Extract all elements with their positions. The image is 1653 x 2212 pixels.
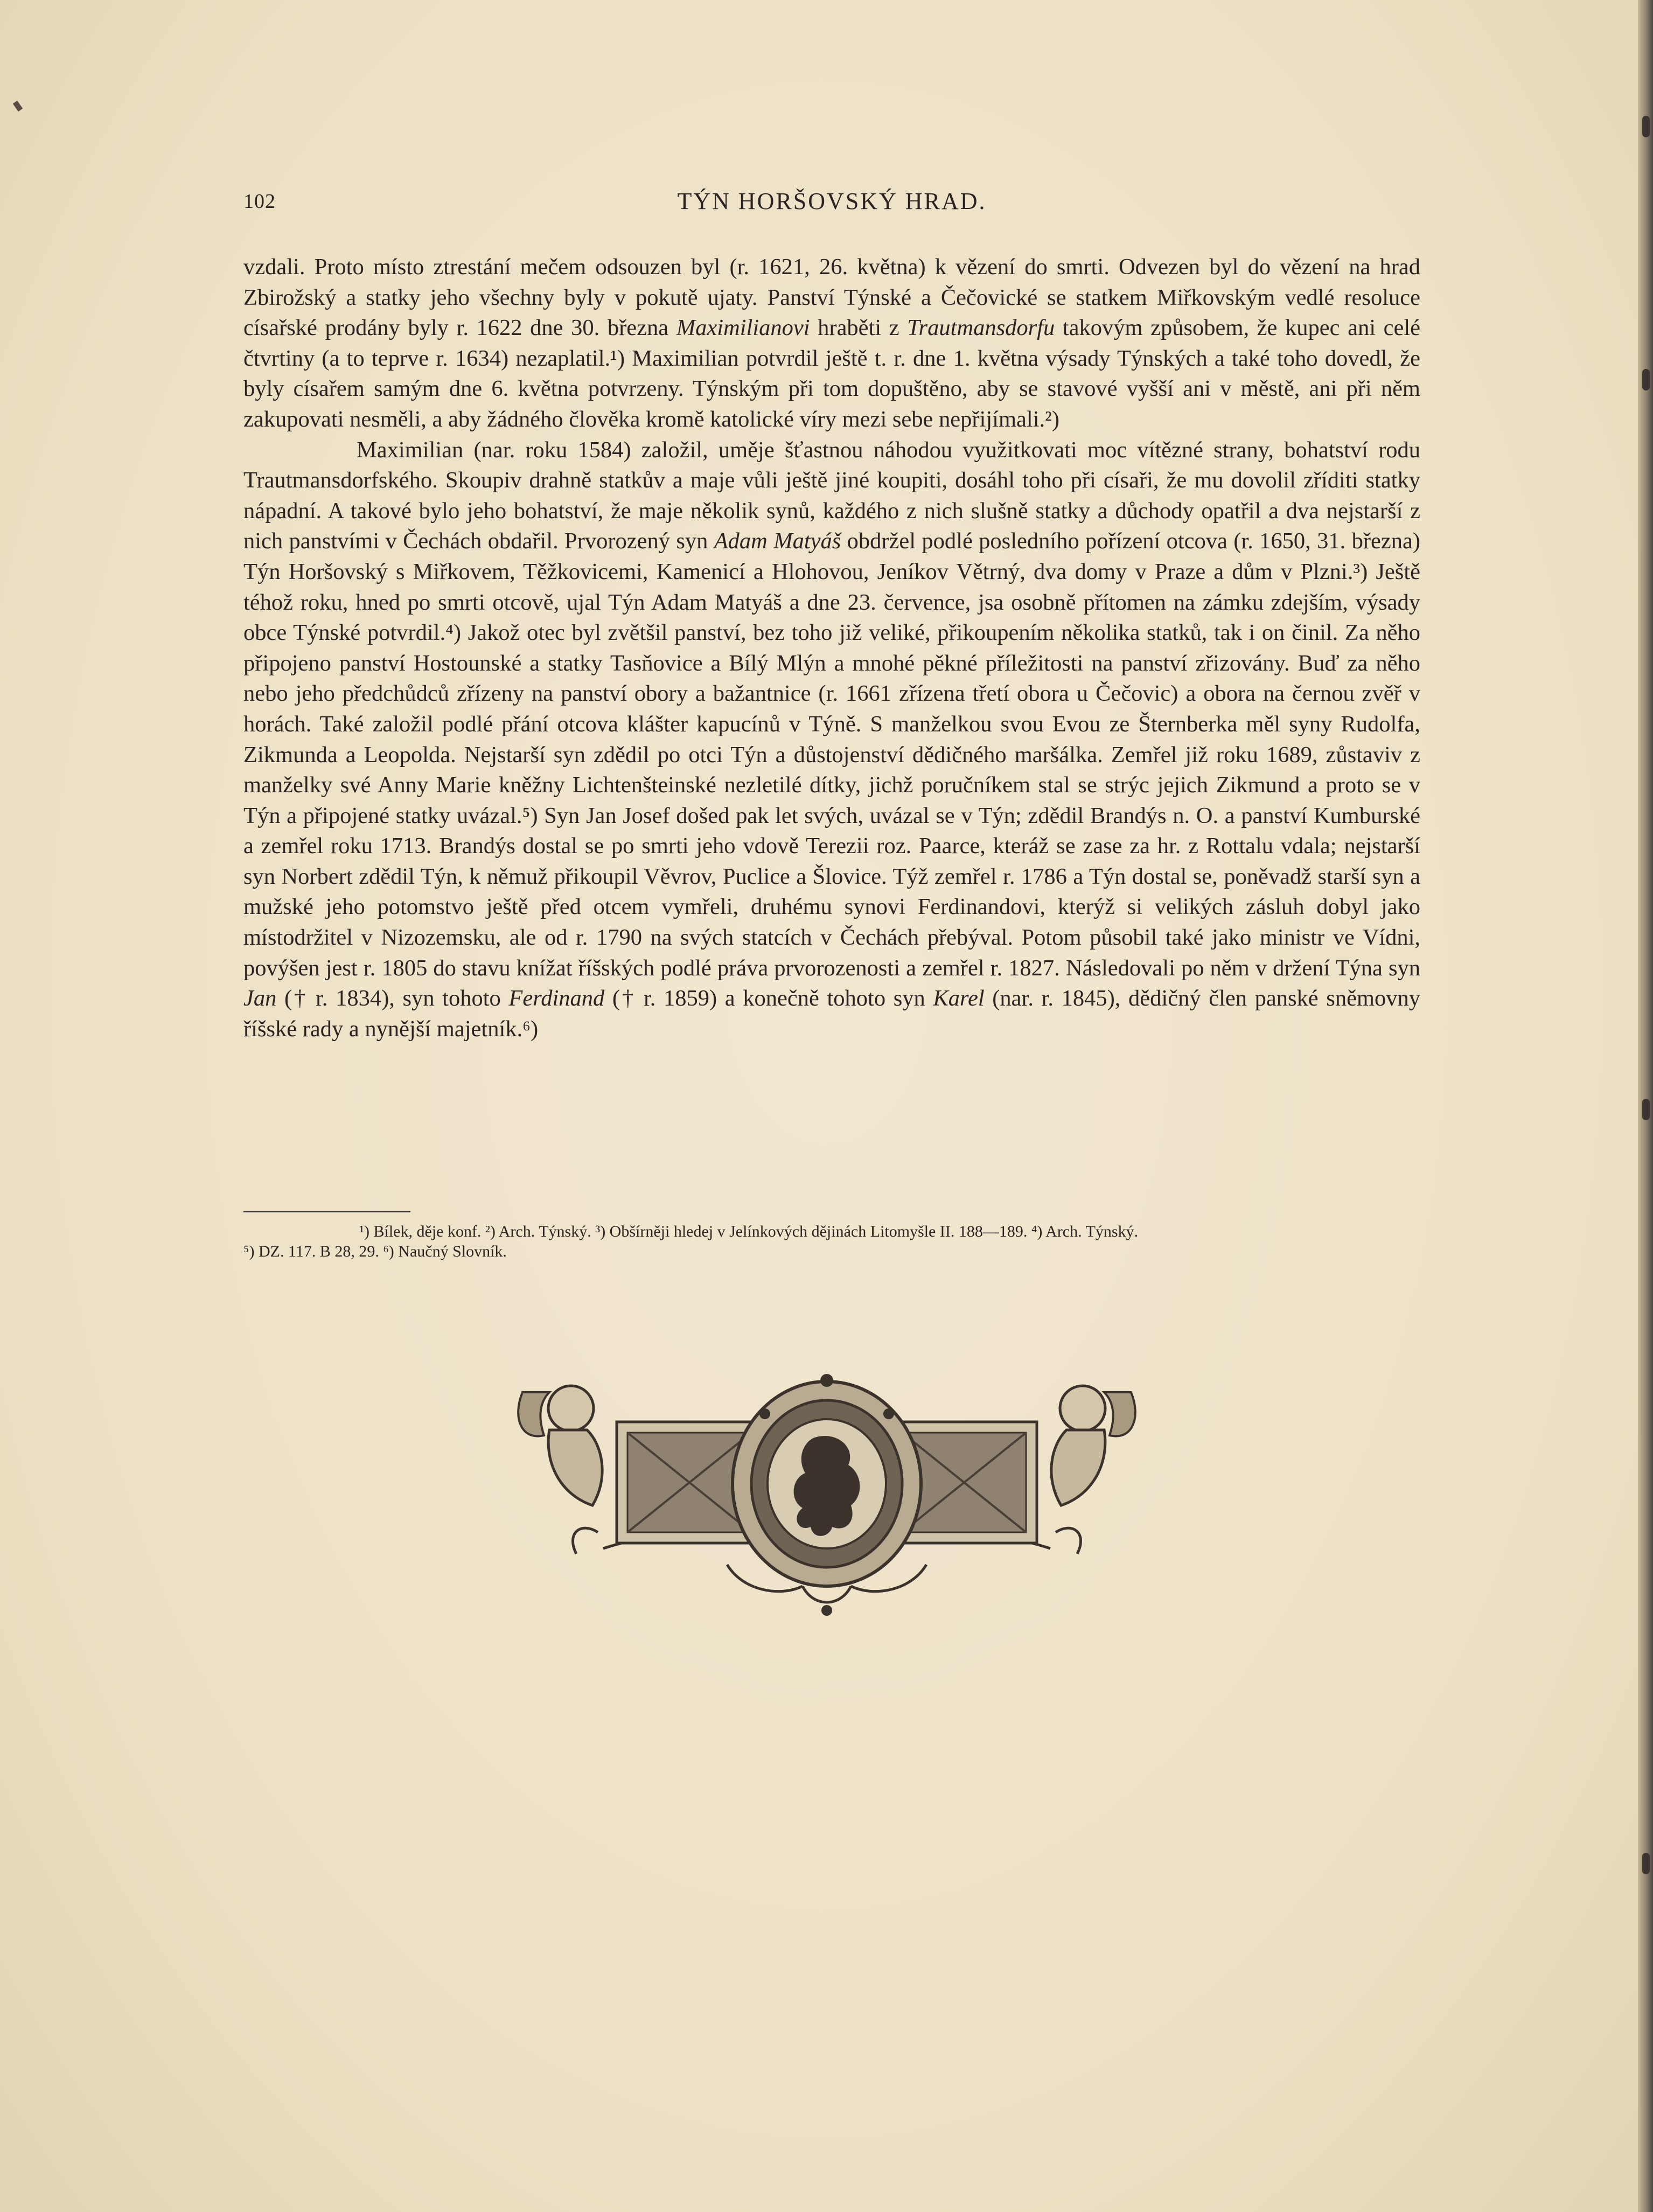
text-run: takovým způsobem, že kupec ani celé čtvrtiny (a to teprve r. 1634) nezaplatil.¹) Maximilian potvrdil ještě t. r. dne 1. května výsady Týnských a také toho dovedl, že byly císařem samým dne 6. května potvrzeny. Týnským při tom dopuštěno, aby se stavové vyšší ani v městě, ani při něm zakupovati nesměli, a aby žádného člověka kromě katolické víry mezi sebe nepřijímali.²): [243, 315, 1421, 432]
italic-name: Adam Matyáš: [714, 528, 841, 554]
body-text: [243, 252, 1420, 1044]
book-edge: [1638, 0, 1653, 2212]
text-run: (nar. r. 1845), dědičný člen panské sněmovny říšské rady a nynější majetník.⁶): [243, 986, 1420, 1042]
paragraph: [243, 252, 1420, 435]
edge-mark: [1642, 369, 1650, 390]
italic-name: Trautmansdorfu: [907, 315, 1055, 341]
running-head: [243, 187, 1420, 220]
running-title: TÝN HORŠOVSKÝ HRAD.: [677, 188, 987, 214]
footnote-line: ¹) Bílek, děje konf. ²) Arch. Týnský. ³) Obšírněji hledej v Jelínkových dějinách Litomyšle II. 188—189. ⁴) Arch. Týnský.: [359, 1223, 1139, 1240]
italic-name: Ferdinand: [508, 986, 605, 1011]
footnotes: [243, 1222, 1420, 1261]
text-run: obdržel podlé posledního pořízení otcova (r. 1650, 31. března) Týn Horšovský s Miřkovem, Těžkovicemi, Kamenicí a Hlohovou, Jeníkov Větrný, dva domy v Praze a dům v Plzni.³) Ještě téhož roku, hned po smrti otcově, ujal Týn Adam Matyáš a dne 23. července, jsa osobně přítomen na zámku zdejším, výsady obce Týnské potvrdil.⁴) Jakož otec byl zvětšil panství, bez toho již veliké, přikoupením několika statků, tak i on činil. Za něho připojeno panství Hostounské a statky Tasňovice a Bílý Mlýn a mnohé pěkné příležitosti na panství zřizovány. Buď za něho nebo jeho předchůdců zřízeny na panství obory a bažantnice (r. 1661 zřízena třetí obora u Čečovic) a obora na černou zvěř v horách. Také založil podlé přání otcova klášter kapucínů v Týně. S manželkou svou Evou ze Šternberka měl syny Rudolfa, Zikmunda a Leopolda. Nejstarší syn zdědil po otci Týn a důstojenství dědičného maršálka. Zemřel již roku 1689, zůstaviv z manželky své Anny Marie kněžny Lichtenšteinské nezletilé dítky, jichž poručníkem stal se strýc jejich Zikmund a proto se v Týn a připojené statky uvázal.⁵) Syn Jan Josef došed pak let svých, uvázal se v Týn; zdědil Brandýs n. O. a panství Kumburské a zemřel roku 1713. Brandýs dostal se po smrti jeho vdově Terezii roz. Paarce, kteráž se zase za hr. z Rottalu vdala; nejstarší syn Norbert zdědil Týn, k němuž přikoupil Věvrov, Puclice a Šlovice. Týž zemřel r. 1786 a Týn dostal se, poněvadž starší syn a mužské jeho potomstvo ještě před otcem vymřeli, druhému synovi Ferdinandovi, kterýž si velikých zásluh dobyl jako místodržitel v Nizozemsku, ale od r. 1790 na svých statcích v Čechách přebýval. Potom působil také jako ministr ve Vídni, povýšen jest r. 1805 do stavu knížat říšských podlé práva prvorozenosti a zemřel r. 1827. Následovali po něm v držení Týna syn: [243, 528, 1420, 981]
footnote-rule: [243, 1211, 410, 1212]
italic-name: Maximilianovi: [676, 315, 810, 341]
text-run: vzdali. Proto místo ztrestání mečem odsouzen byl (r. 1621, 26. května) k vězení do smrti. Odvezen byl do vězení na hrad Zbirožský a statky jeho všechny byly v pokutě ujaty. Panství Týnské a Čečovické se statkem Miřkovským vedlé resoluce císařské prodány byly r. 1622 dne 30. března: [243, 254, 1420, 341]
italic-name: Jan: [243, 986, 277, 1011]
page-number: 102: [243, 190, 276, 213]
footnote-line: ⁵) DZ. 117. B 28, 29. ⁶) Naučný Slovník.: [243, 1243, 507, 1260]
paragraph: [243, 435, 1420, 1045]
text-run: hraběti z: [810, 315, 908, 341]
edge-mark: [1642, 116, 1650, 137]
text-run: († r. 1834), syn tohoto: [276, 986, 509, 1011]
text-run: († r. 1859) a konečně tohoto syn: [604, 986, 933, 1011]
italic-name: Karel: [933, 986, 985, 1011]
edge-mark: [1642, 1853, 1650, 1874]
text-run: Maximilian (nar. roku 1584) založil, uměje šťastnou náhodou využitkovati moc vítězné strany, bohatství rodu Trautmansdorfského. Skoupiv drahně statkův a maje vůli ještě jiné koupiti, dosáhl toho při císaři, že mu dovolil zříditi statky nápadní. A takové bylo jeho bohatství, že maje několik synů, každého z nich slušně statky a důchody opatřil a dva nejstarší z nich panstvími v Čechách obdařil. Prvorozený syn: [243, 437, 1420, 554]
heraldic-ornament-icon: [512, 1371, 1142, 1618]
edge-mark: [1642, 1099, 1650, 1120]
